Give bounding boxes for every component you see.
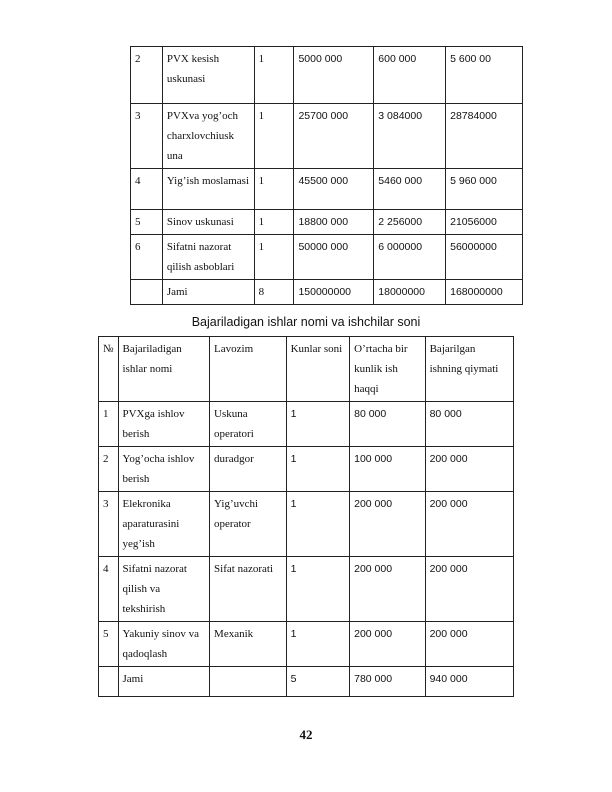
table-cell: Uskuna operatori [210, 402, 287, 447]
table-cell: 780 000 [350, 667, 425, 697]
column-header: Bajarilgan ishning qiymati [425, 337, 513, 402]
table-cell: 1 [254, 104, 294, 169]
work-table-header [99, 337, 514, 402]
table-cell: 3 [99, 492, 119, 557]
table-cell: 5460 000 [374, 169, 446, 210]
table-cell: 150000000 [294, 280, 374, 305]
table-cell: 1 [254, 210, 294, 235]
table-cell: 2 256000 [374, 210, 446, 235]
table-row [131, 169, 523, 210]
table-cell: Yig’ish moslamasi [162, 169, 254, 210]
table-cell: 1 [99, 402, 119, 447]
table-cell: 200 000 [425, 447, 513, 492]
table-cell: 56000000 [446, 235, 523, 280]
table-cell: 200 000 [425, 557, 513, 622]
table-cell: 6 000000 [374, 235, 446, 280]
table-cell: 600 000 [374, 47, 446, 104]
table-row [99, 492, 514, 557]
table-cell: 50000 000 [294, 235, 374, 280]
table-cell: 2 [131, 47, 163, 104]
table-cell: Yakuniy sinov va qadoqlash [118, 622, 210, 667]
table-cell: PVXva yog’och charxlovchiusk una [162, 104, 254, 169]
table-row [99, 667, 514, 697]
table-cell: 5000 000 [294, 47, 374, 104]
table-cell: 1 [286, 402, 350, 447]
page-number: 42 [299, 727, 313, 742]
table-row [131, 235, 523, 280]
table-cell: 1 [254, 169, 294, 210]
table-cell: 200 000 [350, 492, 425, 557]
table-cell [131, 280, 163, 305]
table-cell [210, 667, 287, 697]
table-row [99, 557, 514, 622]
table-cell: 5 [99, 622, 119, 667]
header-row [99, 337, 514, 402]
table-cell: Mexanik [210, 622, 287, 667]
table-cell: Jami [162, 280, 254, 305]
column-header: Kunlar soni [286, 337, 350, 402]
table-cell: 1 [286, 447, 350, 492]
table-cell: Sifat nazorati [210, 557, 287, 622]
table-cell: 3 084000 [374, 104, 446, 169]
table-cell: 5 [286, 667, 350, 697]
column-header: O’rtacha bir kunlik ish haqqi [350, 337, 425, 402]
column-header: Bajariladigan ishlar nomi [118, 337, 210, 402]
table-cell: 8 [254, 280, 294, 305]
table-row [99, 622, 514, 667]
table-cell: 1 [286, 492, 350, 557]
table-cell: 4 [99, 557, 119, 622]
table-cell: 45500 000 [294, 169, 374, 210]
column-header: № [99, 337, 119, 402]
table-row [99, 447, 514, 492]
table-cell: 21056000 [446, 210, 523, 235]
table-cell: 1 [286, 557, 350, 622]
table-cell: 200 000 [425, 492, 513, 557]
table-row [131, 280, 523, 305]
table-cell: 3 [131, 104, 163, 169]
table-cell: Sinov uskunasi [162, 210, 254, 235]
table-cell: Elekronika aparaturasini yeg’ish [118, 492, 210, 557]
table-cell: 25700 000 [294, 104, 374, 169]
table-row [131, 47, 523, 104]
table-cell: 28784000 [446, 104, 523, 169]
table-cell: Jami [118, 667, 210, 697]
table-cell: PVX kesish uskunasi [162, 47, 254, 104]
table-cell: 80 000 [350, 402, 425, 447]
table-cell: 5 600 00 [446, 47, 523, 104]
work-table-body [99, 402, 514, 697]
table-cell: 200 000 [425, 622, 513, 667]
table-cell: 5 [131, 210, 163, 235]
table-cell: 940 000 [425, 667, 513, 697]
table-row [131, 210, 523, 235]
table-row [131, 104, 523, 169]
work-and-workers-table [98, 336, 514, 697]
table-cell: Yog’ocha ishlov berish [118, 447, 210, 492]
table-cell: 1 [286, 622, 350, 667]
table-cell [99, 667, 119, 697]
table-cell: Sifatni nazorat qilish va tekshirish [118, 557, 210, 622]
table-cell: 1 [254, 47, 294, 104]
table-cell: 80 000 [425, 402, 513, 447]
table-cell: 200 000 [350, 557, 425, 622]
table-caption: Bajariladigan ishlar nomi va ishchilar soni [191, 315, 421, 329]
table-cell: 5 960 000 [446, 169, 523, 210]
column-header: Lavozim [210, 337, 287, 402]
table-cell: 200 000 [350, 622, 425, 667]
table-cell: Yig’uvchi operator [210, 492, 287, 557]
table-cell: PVXga ishlov berish [118, 402, 210, 447]
table-cell: Sifatni nazorat qilish asboblari [162, 235, 254, 280]
table-cell: 2 [99, 447, 119, 492]
equipment-cost-table-body [131, 47, 523, 305]
table-cell: 6 [131, 235, 163, 280]
equipment-cost-table [130, 46, 523, 305]
table-cell: duradgor [210, 447, 287, 492]
table-cell: 168000000 [446, 280, 523, 305]
table-cell: 100 000 [350, 447, 425, 492]
table-cell: 18000000 [374, 280, 446, 305]
table-cell: 1 [254, 235, 294, 280]
table-cell: 18800 000 [294, 210, 374, 235]
table-row [99, 402, 514, 447]
table-cell: 4 [131, 169, 163, 210]
